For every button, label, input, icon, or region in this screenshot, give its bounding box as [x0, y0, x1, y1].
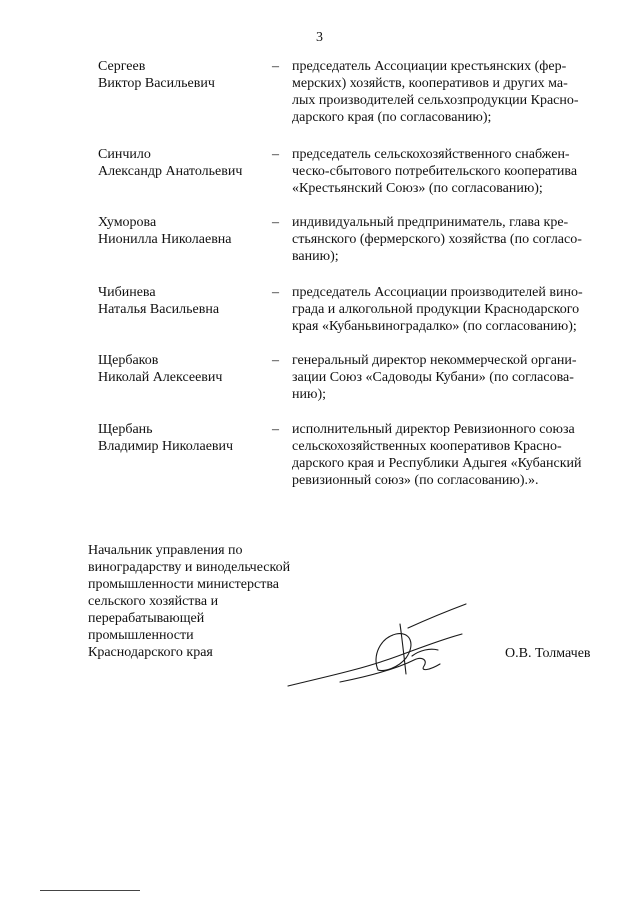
member-dash: –	[272, 59, 279, 74]
description-line: ванию);	[292, 249, 339, 264]
description-line: нию);	[292, 387, 326, 402]
member-name	[98, 284, 266, 318]
member-description	[292, 284, 596, 335]
signature-stroke	[376, 634, 411, 671]
member-dash: –	[272, 215, 279, 230]
description-line: стьянского (фермерского) хозяйства (по согласо-	[292, 232, 582, 247]
signature-stroke	[288, 634, 462, 686]
member-given-names: Виктор Васильевич	[98, 76, 215, 91]
member-name	[98, 421, 266, 455]
description-line: зации Союз «Садоводы Кубани» (по согласова-	[292, 370, 574, 385]
member-description	[292, 352, 596, 403]
description-line: дарского края (по согласованию);	[292, 110, 492, 125]
description-line: дарского края и Республики Адыгея «Кубанский	[292, 456, 582, 471]
signatory-name: О.В. Толмачев	[505, 646, 591, 661]
member-given-names: Наталья Васильевна	[98, 302, 220, 317]
position-line: сельского хозяйства и	[88, 594, 219, 609]
description-line: председатель сельскохозяйственного снабжен-	[292, 147, 570, 162]
member-name	[98, 214, 266, 248]
member-surname: Хуморова	[98, 215, 157, 230]
description-line: председатель Ассоциации производителей вино-	[292, 285, 583, 300]
member-dash: –	[272, 422, 279, 437]
signature-stroke	[408, 604, 466, 628]
member-given-names: Александр Анатольевич	[98, 164, 243, 179]
member-dash: –	[272, 285, 279, 300]
member-given-names: Владимир Николаевич	[98, 439, 234, 454]
description-line: генеральный директор некоммерческой органи-	[292, 353, 577, 368]
footnote-rule	[40, 890, 140, 891]
position-line: Краснодарского края	[88, 645, 213, 660]
description-line: сельскохозяйственных кооперативов Красно-	[292, 439, 562, 454]
member-description	[292, 146, 596, 197]
description-line: края «Кубаньвиноградалко» (по согласованию);	[292, 319, 577, 334]
description-line: града и алкогольной продукции Краснодарского	[292, 302, 580, 317]
member-description	[292, 58, 596, 126]
member-surname: Синчило	[98, 147, 151, 162]
page-number: 3	[316, 30, 323, 45]
member-description	[292, 421, 596, 489]
member-name	[98, 146, 266, 180]
position-line: перерабатывающей	[88, 611, 205, 626]
member-given-names: Нионилла Николаевна	[98, 232, 232, 247]
member-surname: Сергеев	[98, 59, 146, 74]
signature-stroke	[412, 649, 438, 656]
signature-stroke	[400, 624, 406, 674]
handwritten-signature	[280, 598, 480, 693]
description-line: ревизионный союз» (по согласованию).».	[292, 473, 539, 488]
description-line: «Крестьянский Союз» (по согласованию);	[292, 181, 543, 196]
member-dash: –	[272, 147, 279, 162]
description-line: мерских) хозяйств, кооперативов и других ма-	[292, 76, 568, 91]
member-name	[98, 352, 266, 386]
description-line: председатель Ассоциации крестьянских (фер-	[292, 59, 567, 74]
description-line: индивидуальный предприниматель, глава кре-	[292, 215, 569, 230]
member-description	[292, 214, 596, 265]
member-surname: Чибинева	[98, 285, 156, 300]
signature-stroke	[340, 658, 440, 682]
position-line: Начальник управления по	[88, 543, 243, 558]
member-given-names: Николай Алексеевич	[98, 370, 223, 385]
description-line: исполнительный директор Ревизионного союза	[292, 422, 575, 437]
member-surname: Щербань	[98, 422, 153, 437]
description-line: ческо-сбытового потребительского кооператива	[292, 164, 578, 179]
member-dash: –	[272, 353, 279, 368]
position-line: промышленности министерства	[88, 577, 279, 592]
position-line: виноградарству и винодельческой	[88, 560, 291, 575]
member-name	[98, 58, 266, 92]
position-line: промышленности	[88, 628, 194, 643]
description-line: лых производителей сельхозпродукции Красно-	[292, 93, 579, 108]
member-surname: Щербаков	[98, 353, 159, 368]
